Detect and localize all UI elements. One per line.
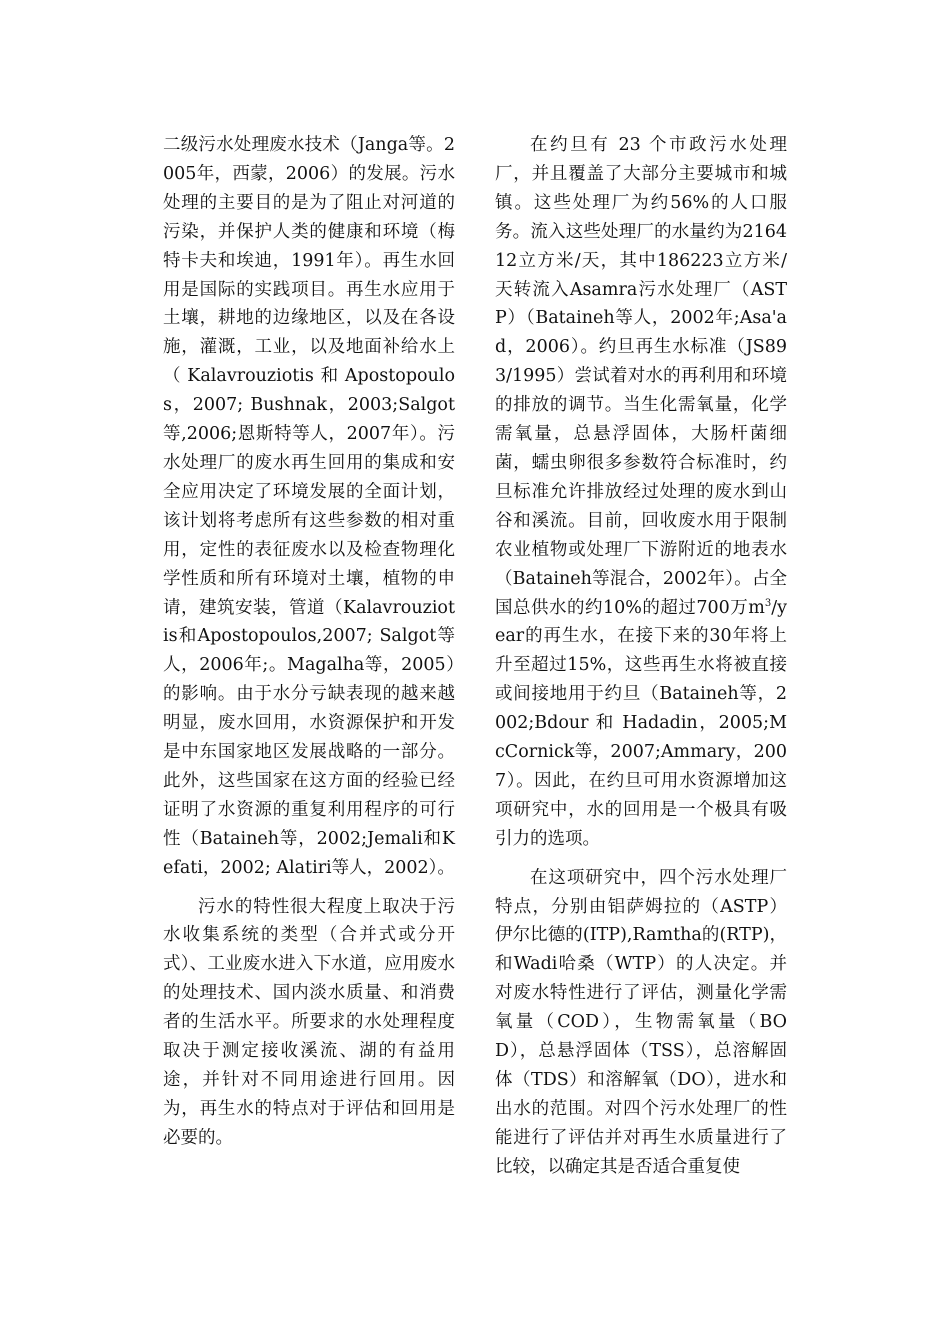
superscript-three: 3 (764, 597, 772, 609)
right-paragraph-1-part-b: /year的再生水，在接下来的30年将上升至超过15%，这些再生水将被直接或间接地用于约旦（Bataineh等，2002;Bdour 和 Hadadin，2005;McCornick等，2007;Ammary，2007）。因此，在约旦可用水资源增加这项研究中，水的回用是一个极具有吸引力的选项。 (495, 597, 787, 849)
right-paragraph-2: 在这项研究中，四个污水处理厂特点，分别由铝萨姆拉的（ASTP）伊尔比德的(ITP),Ramtha的(RTP)，和Wadi哈桑（WTP）的人决定。并对废水特性进行了评估，测量化学需氧量（COD），生物需氧量（BOD），总悬浮固体（TSS），总溶解固体（TDS）和溶解氧（DO），进水和出水的范围。对四个污水处理厂的性能进行了评估并对再生水质量进行了比较，以确定其是否适合重复使 (495, 867, 787, 1177)
right-column (495, 131, 787, 1192)
right-paragraph-1 (495, 131, 787, 854)
left-column (163, 131, 455, 1163)
left-paragraph-1: 二级污水处理废水技术（Janga等。2005年，西蒙，2006）的发展。污水处理的主要目的是为了阻止对河道的污染，并保护人类的健康和环境（梅特卡夫和埃迪，1991年）。再生水回用是国际的实践项目。再生水应用于土壤，耕地的边缘地区，以及在各设施，灌溉，工业，以及地面补给水上（Kalavrouziotis和Apostopoulos，2007; Bushnak，2003;Salgot等,2006;恩斯特等人，2007年）。污水处理厂的废水再生回用的集成和安全应用决定了环境发展的全面计划，该计划将考虑所有这些参数的相对重用，定性的表征废水以及检查物理化学性质和所有环境对土壤，植物的申请，建筑安装，管道（Kalavrouziotis和Apostopoulos,2007; Salgot等人，2006年;。Magalha等，2005）的影响。由于水分亏缺表现的越来越明显，废水回用，水资源保护和开发是中东国家地区发展战略的一部分。此外，这些国家在这方面的经验已经证明了水资源的重复利用程序的可行性（Bataineh等，2002;Jemali和Kefati，2002; Alatiri等人，2002）。 (163, 135, 455, 878)
right-paragraph-1-part-a: 在约旦有 23 个市政污水处理厂，并且覆盖了大部分主要城市和城镇。这些处理厂为约56%的人口服务。流入这些处理厂的水量约为216412立方米/天，其中186223立方米/天转流入Asamra污水处理厂（ASTP）（Bataineh等人，2002年;Asa'ad，2006）。约旦再生水标准（JS893/1995）尝试着对水的再利用和环境的排放的调节。当生化需氧量，化学需氧量，总悬浮固体，大肠杆菌细菌，蠕虫卵很多参数符合标准时，约旦标准允许排放经过处理的废水到山谷和溪流。目前，回收废水用于限制农业植物或处理厂下游附近的地表水（Bataineh等混合，2002年）。占全国总供水的约10%的超过700万m (495, 135, 787, 618)
left-paragraph-2: 污水的特性很大程度上取决于污水收集系统的类型（合并式或分开式）、工业废水进入下水道，应用废水的处理技术、国内淡水质量、和消费者的生活水平。所要求的水处理程度取决于测定接收溪流、湖的有益用途，并针对不同用途进行回用。因为，再生水的特点对于评估和回用是必要的。 (163, 896, 455, 1148)
